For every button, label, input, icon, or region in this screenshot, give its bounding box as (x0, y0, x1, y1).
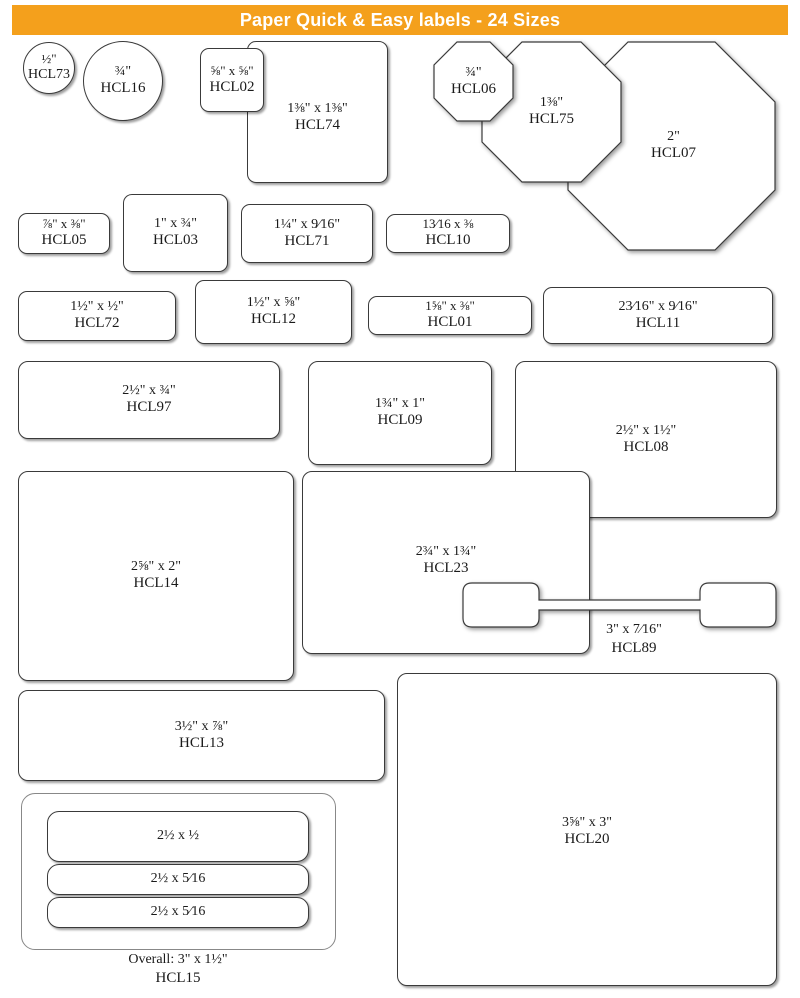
label-size: ⅞" x ⅜" (42, 216, 86, 232)
page-title: Paper Quick & Easy labels - 24 Sizes (239, 9, 561, 30)
label-hcl89-caption (574, 622, 694, 657)
label-size: 13⁄16 x ⅜ (422, 216, 474, 232)
label-size: ½" (41, 51, 57, 67)
label-hcl12 (195, 280, 352, 344)
header-banner (12, 5, 788, 35)
label-size: 1" x ¾" (154, 216, 197, 232)
label-hcl05 (18, 213, 110, 254)
label-size: 2⅝" x 2" (131, 559, 181, 575)
label-size: 1½" x ½" (70, 299, 124, 315)
label-size: 2½" x 1½" (615, 422, 677, 438)
label-size: 3⅝" x 3" (562, 814, 612, 830)
label-hcl03 (123, 194, 228, 272)
label-hcl15-part-2 (47, 864, 309, 895)
label-code: HCL13 (179, 734, 224, 751)
label-size: 3½" x ⅞" (174, 718, 229, 734)
label-size: 2½" x ¾" (122, 383, 176, 399)
label-code: HCL73 (28, 67, 70, 83)
label-size: 2½ x 5⁄16 (150, 871, 206, 887)
label-code: HCL89 (611, 639, 657, 656)
label-code: HCL07 (651, 145, 696, 162)
label-code: HCL08 (623, 438, 669, 455)
label-size: 23⁄16" x 9⁄16" (618, 298, 698, 314)
label-code: HCL14 (133, 575, 179, 592)
label-code: HCL23 (423, 559, 469, 576)
label-hcl02 (200, 48, 264, 112)
label-code: HCL02 (209, 78, 255, 95)
label-text (433, 41, 514, 122)
label-size: 1⅝" x ⅜" (425, 298, 475, 314)
label-hcl15-part-1 (47, 811, 309, 862)
label-code: HCL72 (74, 315, 120, 332)
label-code: HCL03 (153, 232, 198, 249)
label-size: 1½" x ⅝" (246, 295, 301, 311)
label-size: ¾" (114, 64, 132, 80)
label-code: HCL20 (564, 830, 610, 847)
label-hcl15-part-3 (47, 897, 309, 928)
label-size: ¾" (465, 64, 482, 80)
label-code: HCL97 (126, 399, 172, 416)
label-code: HCL15 (155, 969, 201, 986)
label-hcl11 (543, 287, 773, 344)
label-code: HCL09 (377, 412, 423, 429)
label-hcl15-caption (80, 952, 276, 987)
label-hcl73 (23, 42, 75, 94)
label-hcl20 (397, 673, 777, 986)
label-size: 2" (667, 129, 680, 145)
label-hcl06 (433, 41, 514, 122)
label-code: HCL01 (427, 314, 473, 331)
label-size: 1⅜" x 1⅜" (287, 101, 348, 117)
label-size: 1¾" x 1" (375, 396, 425, 412)
label-code: HCL05 (41, 232, 87, 249)
label-code: HCL12 (251, 311, 296, 328)
label-code: HCL11 (635, 314, 681, 331)
label-hcl74 (247, 41, 388, 183)
label-code: HCL10 (425, 232, 471, 249)
label-code: HCL74 (295, 117, 340, 134)
label-overall-size: Overall: 3" x 1½" (128, 952, 228, 967)
label-hcl72 (18, 291, 176, 341)
label-hcl71 (241, 204, 373, 263)
label-hcl97 (18, 361, 280, 439)
label-size: 3" x 7⁄16" (606, 622, 662, 637)
label-code: HCL06 (451, 80, 496, 97)
label-size: ⅝" x ⅝" (210, 62, 254, 78)
label-size: 2½ x 5⁄16 (150, 904, 206, 920)
label-hcl10 (386, 214, 510, 253)
label-code: HCL16 (100, 80, 146, 97)
label-hcl14 (18, 471, 294, 681)
label-hcl09 (308, 361, 492, 465)
label-code: HCL71 (284, 232, 330, 249)
label-size: 2¾" x 1¾" (415, 543, 477, 559)
label-hcl01 (368, 296, 532, 335)
label-hcl16 (83, 41, 163, 121)
label-code: HCL75 (529, 111, 574, 128)
label-size: 2½ x ½ (157, 828, 199, 844)
label-size: 1⅜" (539, 95, 564, 111)
label-size: 1¼" x 9⁄16" (273, 216, 341, 232)
label-hcl13 (18, 690, 385, 781)
